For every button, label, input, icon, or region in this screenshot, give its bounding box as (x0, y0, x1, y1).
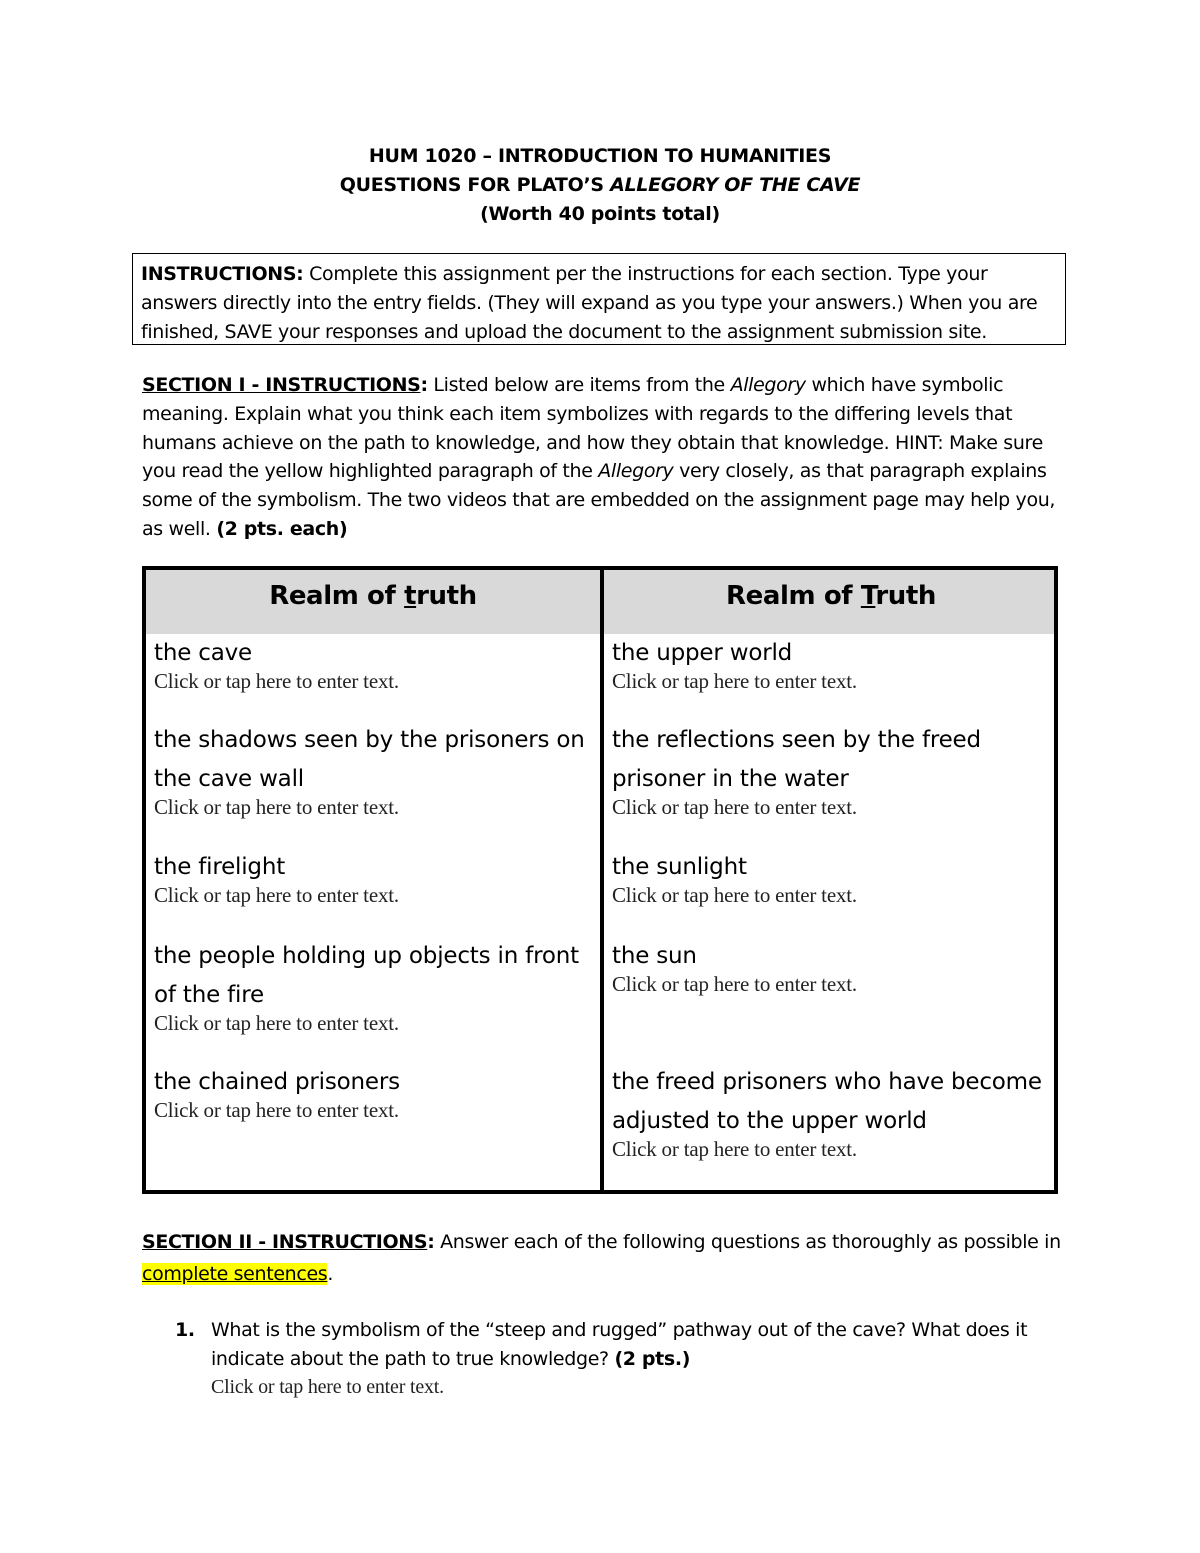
answer-field[interactable]: Click or tap here to enter text. (612, 883, 857, 907)
section1-label: SECTION I - INSTRUCTIONS (142, 374, 421, 396)
assignment-title: QUESTIONS FOR PLATO’S ALLEGORY OF THE CAVE (339, 174, 861, 196)
question-points: (2 pts.) (614, 1347, 691, 1370)
table-item-left: the shadows seen by the prisoners on the cave wall Click or tap here to enter text. (154, 721, 594, 822)
table-item-left: the chained prisoners Click or tap here to enter text. (154, 1063, 594, 1125)
table-item-right: the freed prisoners who have become adjusted to the upper world Click or tap here to enter text. (612, 1063, 1052, 1164)
table-item-left: the people holding up objects in front of the fire Click or tap here to enter text. (154, 937, 594, 1038)
question-text: What is the symbolism of the “steep and rugged” pathway out of the cave? What does it indicate about the path to true knowledge? (2 pts.) (211, 1319, 1028, 1370)
symbolism-table (142, 566, 1058, 1194)
highlighted-phrase: complete sentences (142, 1263, 328, 1285)
table-item-right: the reflections seen by the freed prisoner in the water Click or tap here to enter text. (612, 721, 1052, 822)
points-total: (Worth 40 points total) (480, 203, 720, 225)
answer-field[interactable]: Click or tap here to enter text. (154, 1011, 399, 1035)
answer-field[interactable]: Click or tap here to enter text. (612, 795, 857, 819)
allegory-title: ALLEGORY OF THE CAVE (610, 174, 861, 196)
instructions-text: Complete this assignment per the instructions for each section. Type your answers directly into the entry fields. (They will expand as you type your answers.) When you are finished, SAVE your responses and upload the document to the assignment submission site. (141, 263, 1038, 343)
answer-field[interactable]: Click or tap here to enter text. (154, 795, 399, 819)
header-realm-upper: Realm of Truth (725, 581, 937, 611)
table-item-right: the upper world Click or tap here to enter text. (612, 634, 1052, 696)
table-item-right: the sun Click or tap here to enter text. (612, 937, 1052, 999)
answer-field[interactable]: Click or tap here to enter text. (612, 972, 857, 996)
section2-label: SECTION II - INSTRUCTIONS (142, 1231, 428, 1253)
answer-field[interactable]: Click or tap here to enter text. (612, 669, 857, 693)
table-item-right: the sunlight Click or tap here to enter text. (612, 848, 1052, 910)
question-number: 1. (175, 1319, 195, 1341)
table-item-left: the cave Click or tap here to enter text. (154, 634, 594, 696)
column-divider (600, 570, 604, 1190)
instructions-box (132, 253, 1066, 345)
instructions-label: INSTRUCTIONS: (141, 263, 304, 285)
answer-field[interactable]: Click or tap here to enter text. (211, 1376, 444, 1398)
answer-field[interactable]: Click or tap here to enter text. (612, 1137, 857, 1161)
question-item (175, 1316, 1075, 1402)
section1-points: (2 pts. each) (216, 517, 348, 540)
table-item-left: the firelight Click or tap here to enter text. (154, 848, 594, 910)
document-header (0, 142, 1200, 229)
course-title: HUM 1020 – INTRODUCTION TO HUMANITIES (368, 145, 832, 167)
answer-field[interactable]: Click or tap here to enter text. (154, 669, 399, 693)
section1-instructions: SECTION I - INSTRUCTIONS: Listed below are items from the Allegory which have symbolic meaning. Explain what you think each item symbolizes with regards to the differing levels that humans achieve on the path to knowledge, and how they obtain that knowledge. HINT: Make sure you read the yellow highlighted paragraph of the Allegory very closely, as that paragraph explains some of the symbolism. The two videos that are embedded on the assignment page may help you, as well. (2 pts. each) (142, 374, 1056, 540)
answer-field[interactable]: Click or tap here to enter text. (154, 1098, 399, 1122)
header-realm-lower: Realm of truth (269, 581, 477, 611)
section2-instructions: SECTION II - INSTRUCTIONS: Answer each of the following questions as thoroughly as possible in complete sentences. (142, 1231, 1061, 1285)
answer-field[interactable]: Click or tap here to enter text. (154, 883, 399, 907)
